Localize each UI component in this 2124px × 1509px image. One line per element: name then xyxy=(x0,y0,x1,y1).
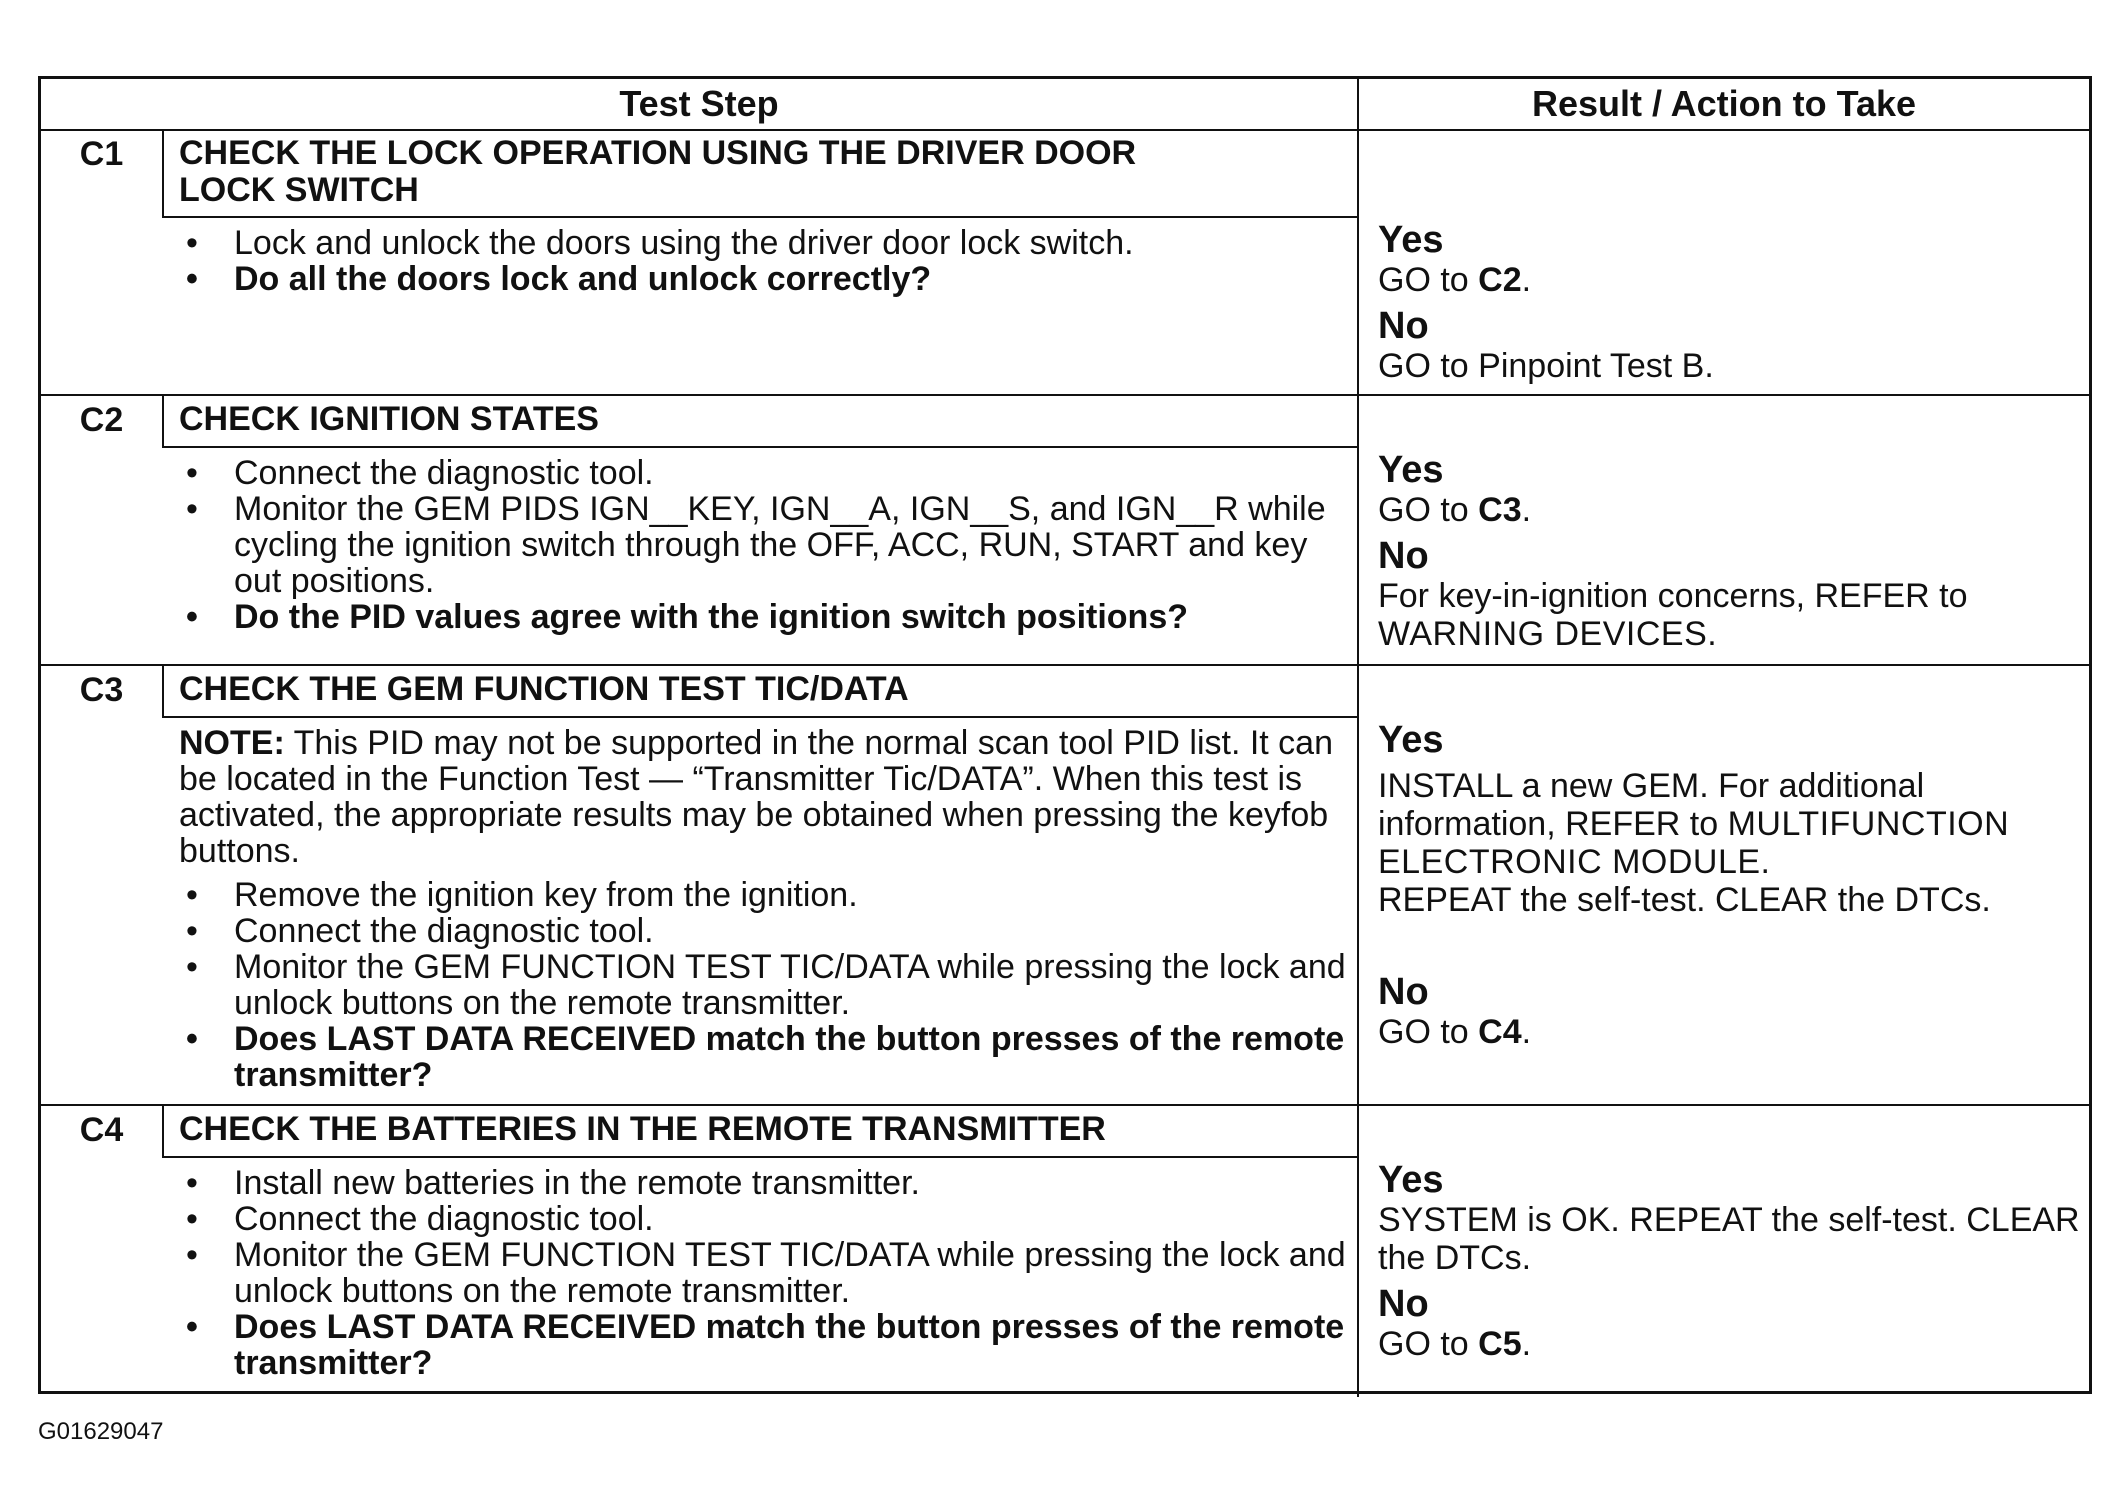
code-divider-c1 xyxy=(162,131,164,217)
ref-link: C4 xyxy=(1478,1013,1522,1051)
diagnostic-table xyxy=(38,76,2092,1394)
no-label: No xyxy=(1378,971,1429,1013)
title-divider-c3 xyxy=(162,716,1357,718)
step-item: • Connect the diagnostic tool. xyxy=(179,455,1359,491)
step-item: • Monitor the GEM FUNCTION TEST TIC/DATA while pressing the lock and unlock buttons on the remote transmitter. xyxy=(179,949,1359,1021)
result-c4 xyxy=(1378,1159,2083,1363)
step-title-c1 xyxy=(179,135,1349,209)
step-item: • Monitor the GEM PIDS IGN__KEY, IGN__A, IGN__S, and IGN__R while cycling the ignition switch through the OFF, ACC, RUN, START and key out positions. xyxy=(179,491,1359,599)
step-question: • Do all the doors lock and unlock correctly? xyxy=(179,261,1359,297)
no-action: GO to C4. xyxy=(1378,1013,1532,1051)
ref-link: C3 xyxy=(1478,491,1522,529)
step-item: • Connect the diagnostic tool. xyxy=(179,1201,1359,1237)
cross-reference: WARNING DEVICES. xyxy=(1378,615,1718,653)
code-divider-c2 xyxy=(162,396,164,447)
yes-label: Yes xyxy=(1378,1159,1444,1201)
step-item: • Remove the ignition key from the ignition. xyxy=(179,877,1359,913)
yes-action: GO to C3. xyxy=(1378,491,1532,529)
code-divider-c4 xyxy=(162,1106,164,1157)
step-question: • Do the PID values agree with the ignition switch positions? xyxy=(179,599,1359,635)
title-divider-c2 xyxy=(162,446,1357,448)
header-test-step: Test Step xyxy=(619,83,779,124)
step-code-c4: C4 xyxy=(79,1111,124,1149)
yes-label: Yes xyxy=(1378,719,1444,761)
step-code-c1: C1 xyxy=(79,135,124,173)
row-divider-c3 xyxy=(41,1104,2089,1106)
no-label: No xyxy=(1378,1283,1429,1325)
step-body-c3 xyxy=(179,725,1359,1093)
note-label: NOTE: xyxy=(179,724,285,762)
result-c2 xyxy=(1378,449,2083,653)
yes-label: Yes xyxy=(1378,449,1444,491)
step-body-c4 xyxy=(179,1165,1359,1381)
no-action: For key-in-ignition concerns, REFER to xyxy=(1378,577,1968,615)
step-code-c3: C3 xyxy=(79,671,124,709)
yes-action: SYSTEM is OK. REPEAT the self-test. CLEAR the DTCs. xyxy=(1378,1201,2080,1277)
yes-action-repeat: REPEAT the self-test. CLEAR the DTCs. xyxy=(1378,881,1991,919)
yes-label: Yes xyxy=(1378,219,1444,261)
cross-reference: MULTIFUNCTION ELECTRONIC MODULE. xyxy=(1378,805,2010,881)
step-title-c4: CHECK THE BATTERIES IN THE REMOTE TRANSMITTER xyxy=(179,1110,1106,1148)
no-label: No xyxy=(1378,535,1429,577)
no-label: No xyxy=(1378,305,1429,347)
step-title-c2: CHECK IGNITION STATES xyxy=(179,400,599,438)
code-divider-c3 xyxy=(162,666,164,717)
note-text: This PID may not be supported in the normal scan tool PID list. It can be located in the Function Test — “Transmitter Tic/DATA”. When this test is activated, the appropriate results may be obtained when pressing the keyfob buttons. xyxy=(179,724,1333,870)
no-action: GO to Pinpoint Test B. xyxy=(1378,347,1714,385)
step-title-c3: CHECK THE GEM FUNCTION TEST TIC/DATA xyxy=(179,670,909,708)
step-question: • Does LAST DATA RECEIVED match the button presses of the remote transmitter? xyxy=(179,1309,1359,1381)
no-action: GO to C5. xyxy=(1378,1325,1532,1363)
step-body-c2 xyxy=(179,455,1359,635)
header-result-action: Result / Action to Take xyxy=(1531,83,1917,124)
step-item: • Connect the diagnostic tool. xyxy=(179,913,1359,949)
result-c3 xyxy=(1378,719,2083,1051)
title-divider-c1 xyxy=(162,216,1357,218)
ref-link: C5 xyxy=(1478,1325,1522,1363)
note xyxy=(179,725,1359,869)
row-divider-c1 xyxy=(41,394,2089,396)
step-body-c1 xyxy=(179,225,1359,297)
ref-link: C2 xyxy=(1478,261,1522,299)
step-item: • Install new batteries in the remote transmitter. xyxy=(179,1165,1359,1201)
yes-action: INSTALL a new GEM. For additional information, REFER to MULTIFUNCTION ELECTRONIC MODULE. xyxy=(1378,767,2010,881)
step-code-c2: C2 xyxy=(79,401,124,439)
yes-action: GO to C2. xyxy=(1378,261,1532,299)
step-item: • Lock and unlock the doors using the driver door lock switch. xyxy=(179,225,1359,261)
header-divider xyxy=(41,129,2089,131)
result-c1 xyxy=(1378,219,2083,385)
step-question: • Does LAST DATA RECEIVED match the button presses of the remote transmitter? xyxy=(179,1021,1359,1093)
step-title-c1-line2: LOCK SWITCH xyxy=(179,171,419,209)
figure-id: G01629047 xyxy=(38,1418,164,1445)
step-item: • Monitor the GEM FUNCTION TEST TIC/DATA while pressing the lock and unlock buttons on the remote transmitter. xyxy=(179,1237,1359,1309)
row-divider-c2 xyxy=(41,664,2089,666)
step-title-c1-line1: CHECK THE LOCK OPERATION USING THE DRIVER DOOR xyxy=(179,134,1137,172)
title-divider-c4 xyxy=(162,1156,1357,1158)
